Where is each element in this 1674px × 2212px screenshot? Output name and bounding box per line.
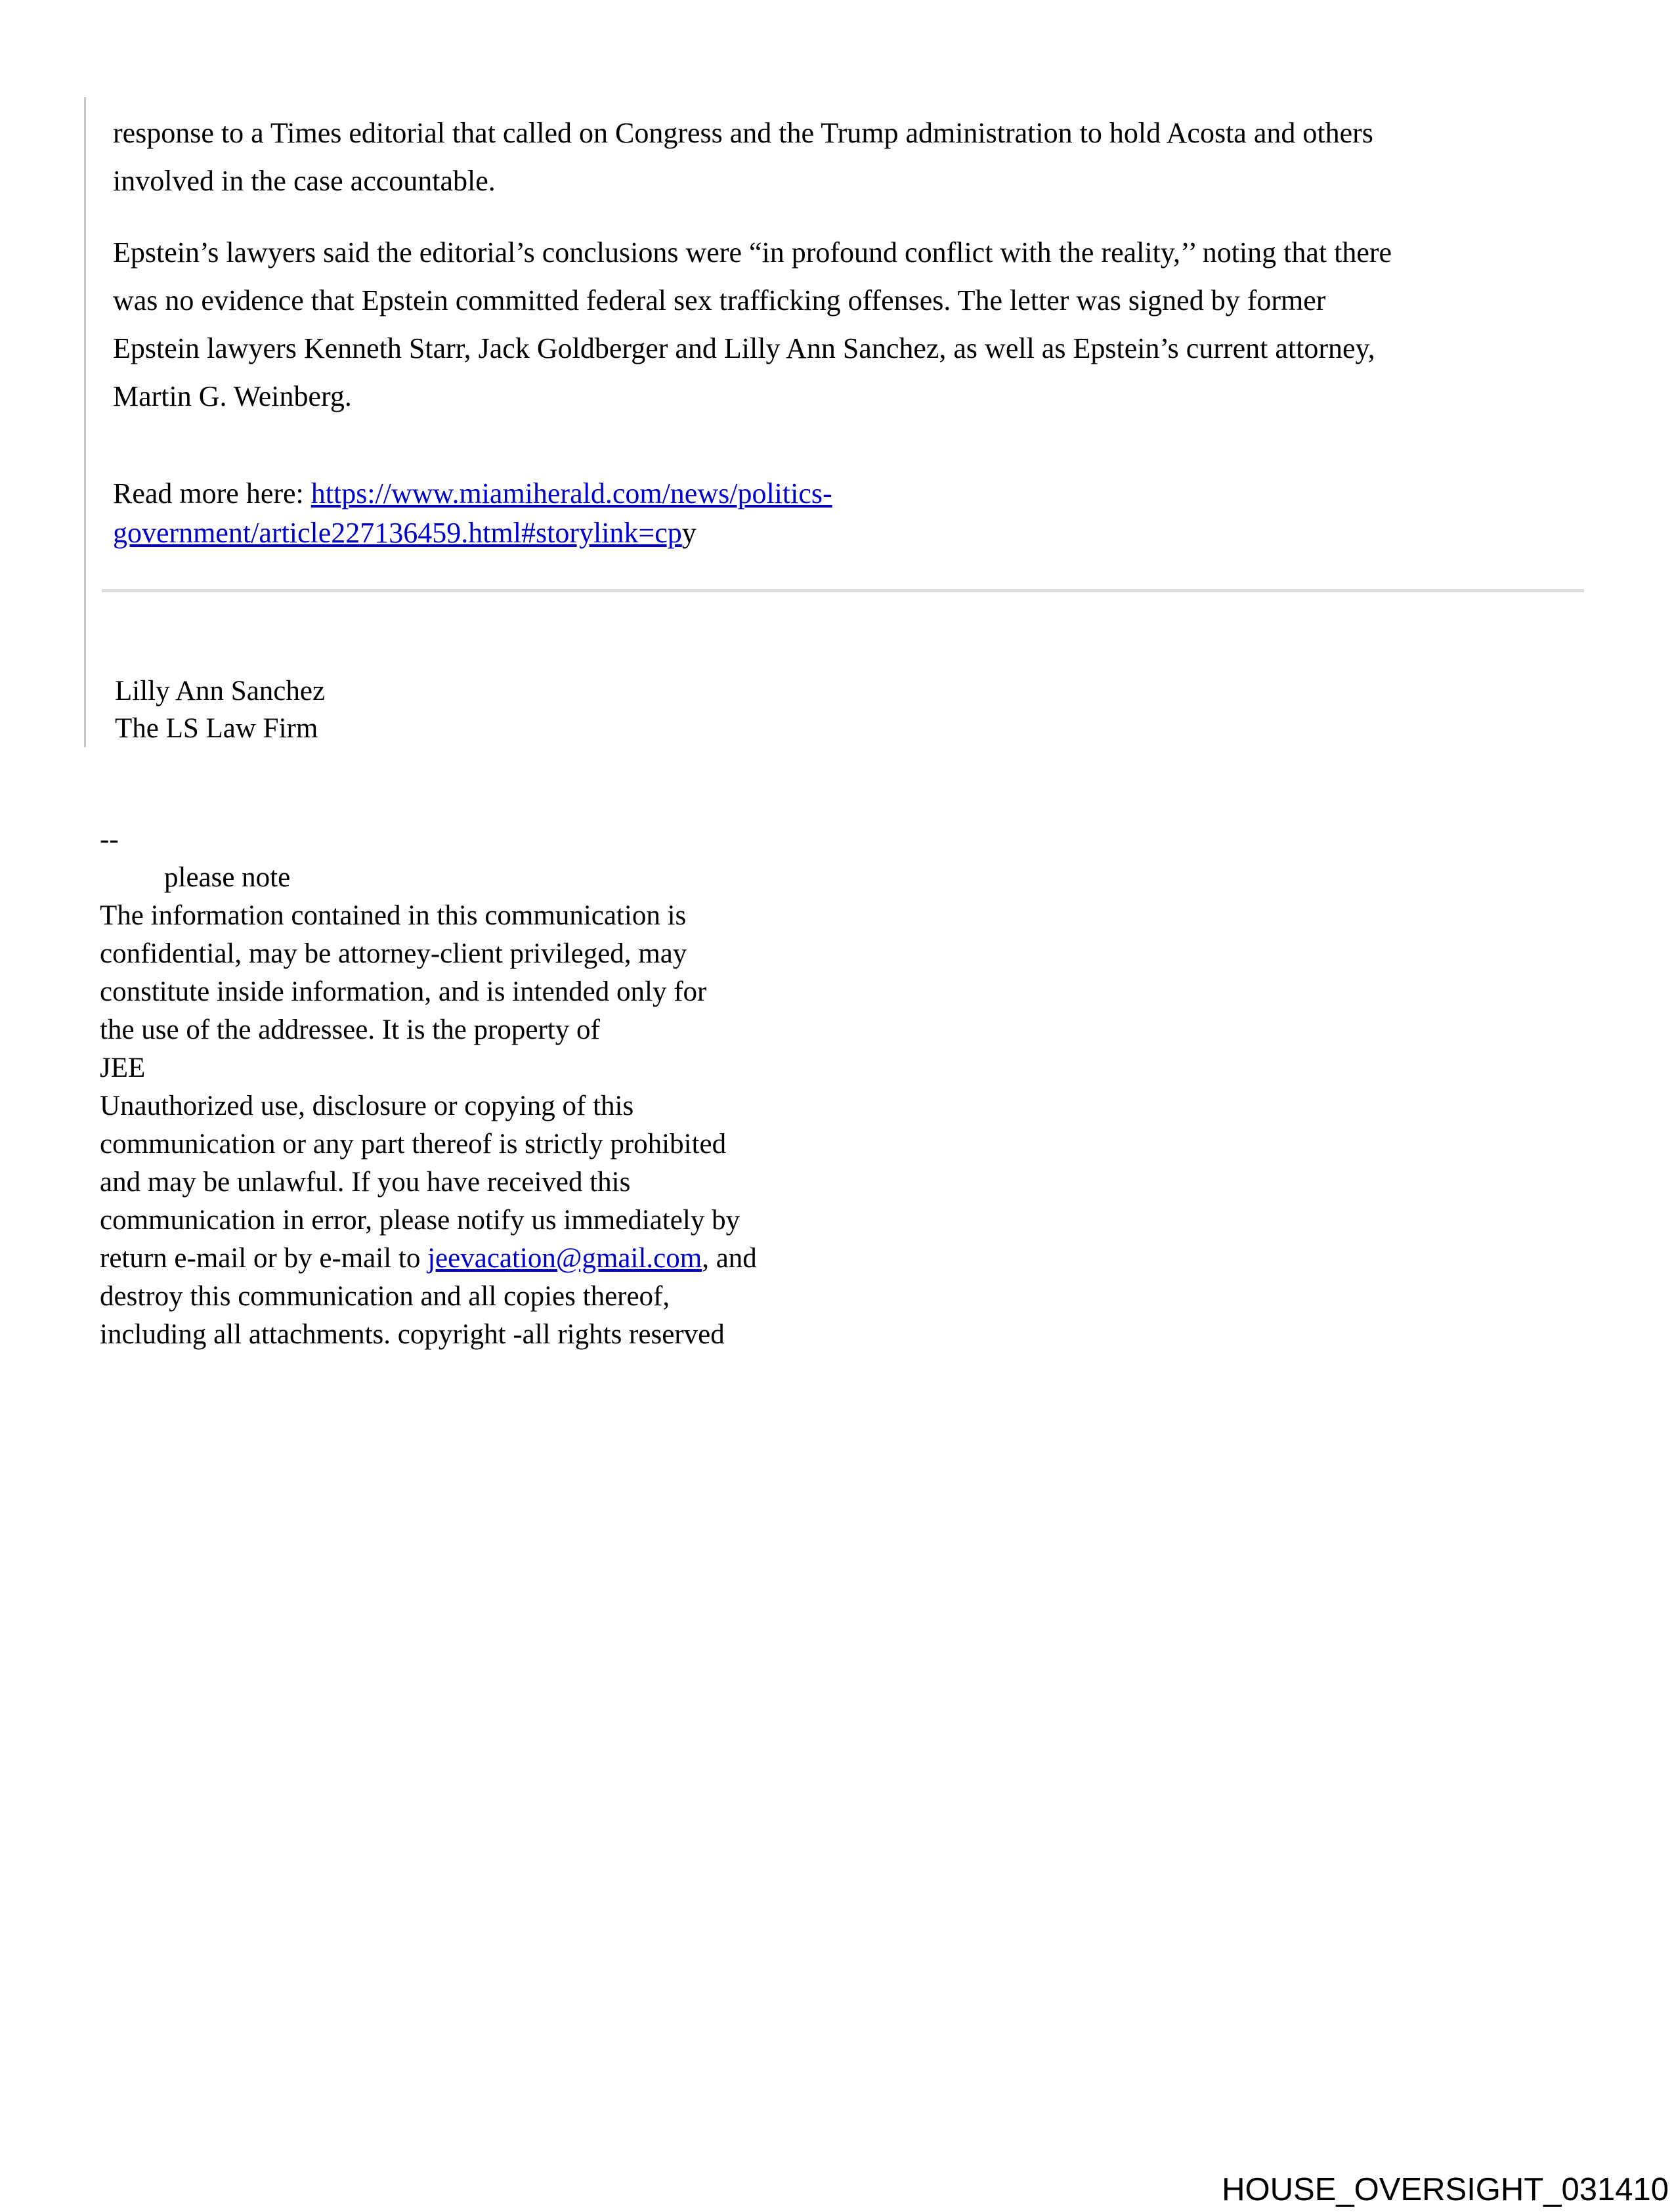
- disclaimer-line: confidential, may be attorney-client privileged, may: [100, 938, 687, 969]
- signature-block: [115, 672, 325, 747]
- disclaimer-line: communication or any part thereof is strictly prohibited: [100, 1129, 727, 1160]
- disclaimer-line: The information contained in this communication is: [100, 900, 687, 931]
- disclaimer-line: JEE: [100, 1052, 146, 1083]
- read-more-line: [113, 513, 832, 553]
- email-line-prefix: return e-mail or by e-mail to: [100, 1243, 428, 1274]
- disclaimer-line: [100, 1240, 757, 1278]
- read-more-label: Read more here:: [113, 477, 311, 510]
- disclaimer-note-label: please note: [164, 862, 291, 893]
- disclaimer-line: constitute inside information, and is intended only for: [100, 976, 707, 1007]
- disclaimer-line: the use of the addressee. It is the property of: [100, 1014, 600, 1045]
- disclaimer-line: including all attachments. copyright -all rights reserved: [100, 1319, 725, 1350]
- miamiherald-article-link-line2[interactable]: government/article227136459.html#storylink=cp: [113, 517, 682, 549]
- paragraph-lawyers: [113, 228, 1392, 420]
- jeevacation-email-link[interactable]: jeevacation@gmail.com: [427, 1243, 702, 1274]
- link-trailing-text: y: [681, 517, 697, 549]
- paragraph-line: Martin G. Weinberg.: [113, 380, 352, 412]
- paragraph-line: was no evidence that Epstein committed federal sex trafficking offenses. The letter was signed by former: [113, 284, 1326, 316]
- disclaimer-line: Unauthorized use, disclosure or copying of this: [100, 1091, 634, 1121]
- paragraph-line: Epstein’s lawyers said the editorial’s conclusions were “in profound conflict with the reality,’’ noting that there: [113, 236, 1392, 269]
- section-divider: [102, 589, 1584, 592]
- miamiherald-article-link-line1[interactable]: https://www.miamiherald.com/news/politics-: [311, 477, 832, 510]
- paragraph-line: Epstein lawyers Kenneth Starr, Jack Goldberger and Lilly Ann Sanchez, as well as Epstein’s current attorney,: [113, 332, 1375, 364]
- signature-firm: The LS Law Firm: [115, 713, 318, 744]
- disclaimer-line: and may be unlawful. If you have received this: [100, 1167, 631, 1198]
- bates-number: HOUSE_OVERSIGHT_031410: [1222, 2172, 1669, 2207]
- read-more-line: [113, 474, 832, 513]
- paragraph-acosta: [113, 109, 1373, 205]
- confidentiality-disclaimer: [100, 821, 757, 1354]
- quote-indent-bar: [84, 97, 86, 747]
- paragraph-line: response to a Times editorial that called on Congress and the Trump administration to hold Acosta and others: [113, 117, 1373, 149]
- signature-name: Lilly Ann Sanchez: [115, 676, 326, 706]
- email-line-suffix: , and: [702, 1243, 757, 1274]
- disclaimer-line: communication in error, please notify us immediately by: [100, 1205, 740, 1236]
- disclaimer-line: destroy this communication and all copies thereof,: [100, 1281, 670, 1312]
- signature-separator-dashes: --: [100, 824, 119, 855]
- paragraph-line: involved in the case accountable.: [113, 165, 496, 197]
- read-more-block: [113, 474, 832, 553]
